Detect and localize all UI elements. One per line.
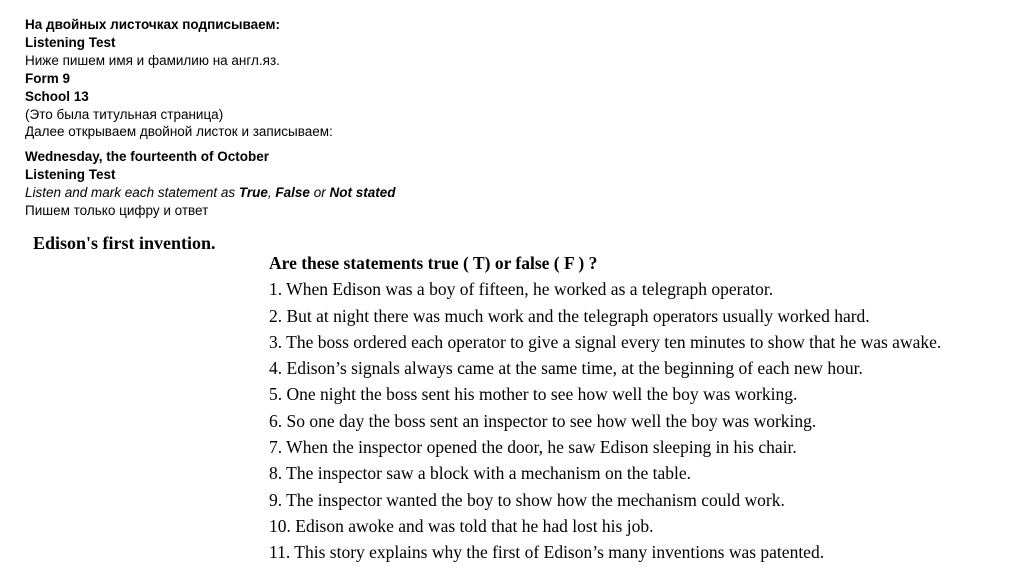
statement-7: 7. When the inspector opened the door, he saw Edison sleeping in his chair. <box>269 437 797 458</box>
test-name-repeat: Listening Test <box>25 167 116 183</box>
statement-5: 5. One night the boss sent his mother to see how well the boy was working. <box>269 384 798 405</box>
statement-2: 2. But at night there was much work and the telegraph operators usually worked hard. <box>269 305 870 326</box>
statement-11: 11. This story explains why the first of Edison’s many inventions was patented. <box>269 542 825 563</box>
questions-heading: Are these statements true ( T) or false ( F ) ? <box>269 253 598 273</box>
header-block <box>25 16 625 220</box>
task-or: or <box>309 185 330 201</box>
instruction-title: На двойных листочках подписываем: <box>25 17 280 32</box>
date-line: Wednesday, the fourteenth of October <box>25 149 270 165</box>
statement-1: 1. When Edison was a boy of fifteen, he worked as a telegraph operator. <box>269 279 774 300</box>
statement-3: 3. The boss ordered each operator to give a signal every ten minutes to show that he was awake. <box>269 331 942 352</box>
name-instruction: Ниже пишем имя и фамилию на англ.яз. <box>25 52 280 68</box>
task-comma: , <box>267 185 276 201</box>
task-false: False <box>275 185 310 201</box>
title-page-note: (Это была титульная страница) <box>25 106 224 122</box>
answer-instruction: Пишем только цифру и ответ <box>25 203 209 219</box>
task-instruction <box>25 184 625 202</box>
open-sheet-note: Далее открываем двойной листок и записываем: <box>25 124 333 140</box>
questions-section <box>269 250 1014 566</box>
statement-6: 6. So one day the boss sent an inspector to see how well the boy was working. <box>269 410 817 431</box>
task-part1: Listen and mark each statement as <box>25 185 239 201</box>
statement-4: 4. Edison’s signals always came at the same time, at the beginning of each new hour. <box>269 358 863 379</box>
statement-8: 8. The inspector saw a block with a mechanism on the table. <box>269 463 691 484</box>
story-title: Edison's first invention. <box>33 233 216 253</box>
test-name: Listening Test <box>25 34 116 50</box>
form-label: Form 9 <box>25 70 71 86</box>
task-true: True <box>238 185 268 201</box>
task-not-stated: Not stated <box>329 185 396 201</box>
statement-9: 9. The inspector wanted the boy to show how the mechanism could work. <box>269 489 785 510</box>
school-label: School 13 <box>25 88 89 104</box>
statement-10: 10. Edison awoke and was told that he had lost his job. <box>269 515 654 536</box>
